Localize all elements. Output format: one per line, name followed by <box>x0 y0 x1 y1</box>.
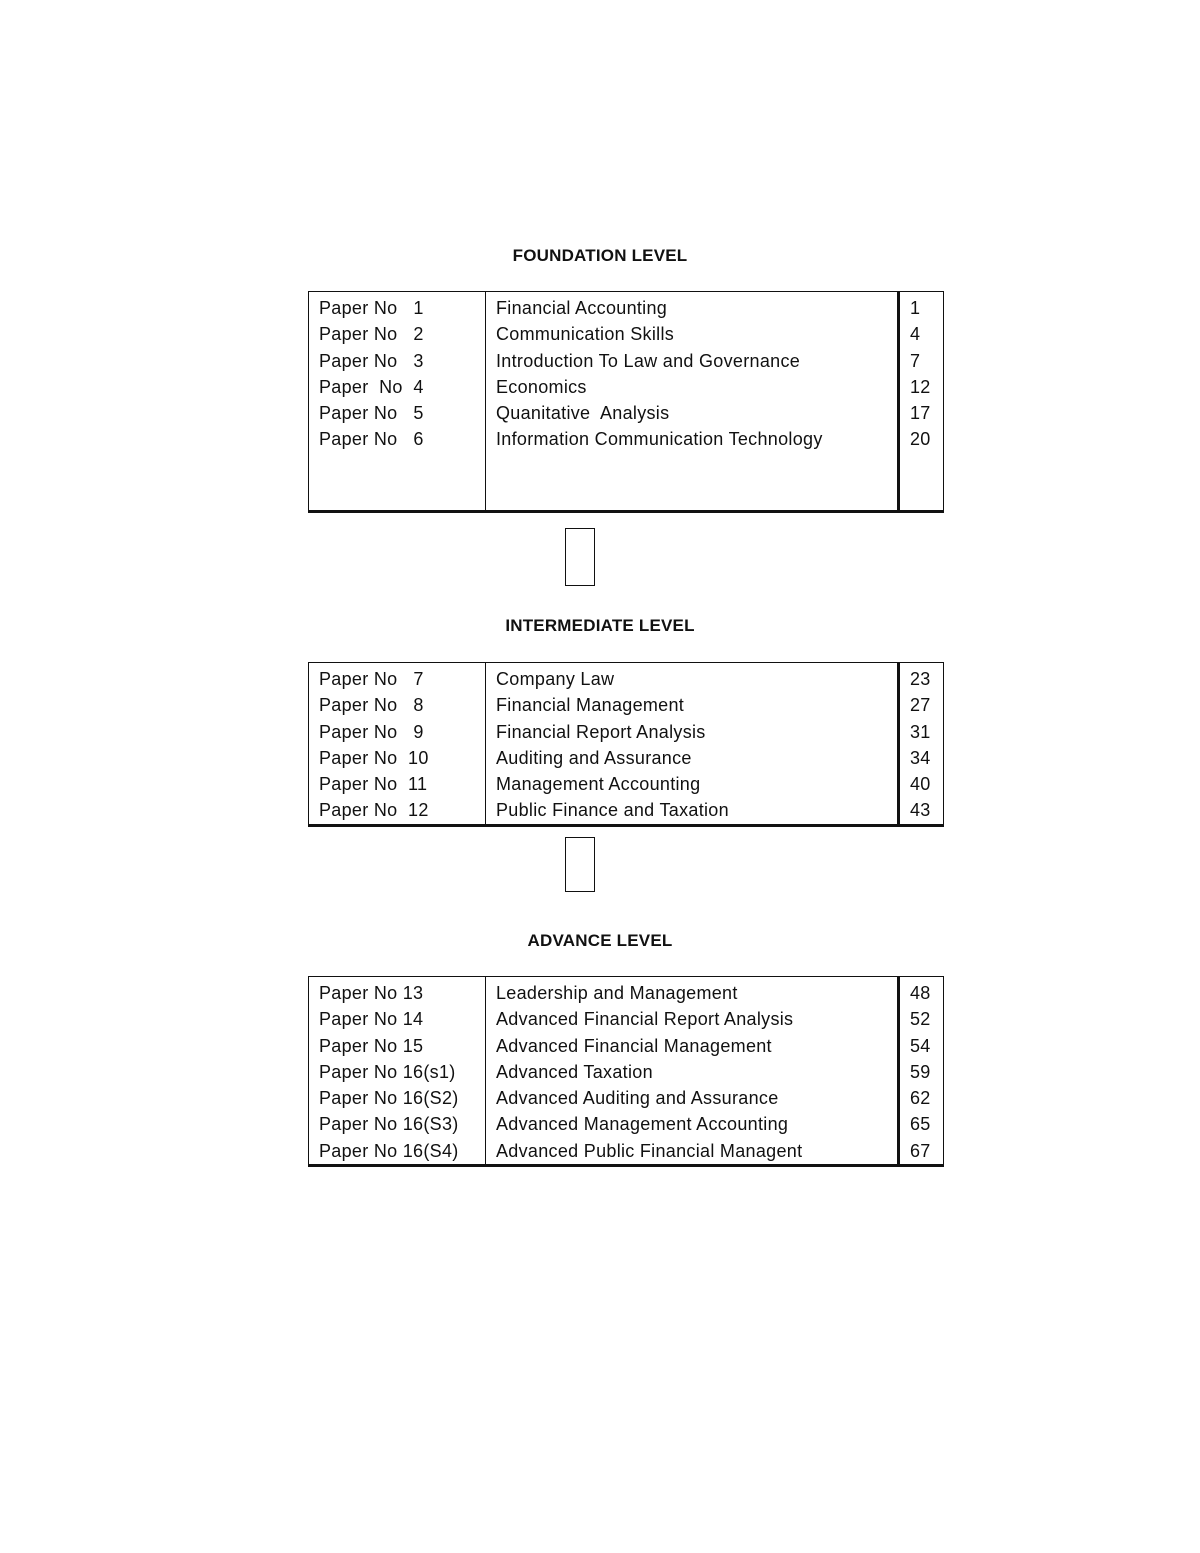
paper-number: Paper No 16(S3) <box>319 1114 459 1135</box>
level-connector-box <box>565 528 595 586</box>
page-number: 17 <box>910 403 931 424</box>
page-number-column <box>900 977 943 1164</box>
paper-number: Paper No 5 <box>319 403 424 424</box>
page-number: 52 <box>910 1009 931 1030</box>
paper-number: Paper No 3 <box>319 350 424 371</box>
page-number: 27 <box>910 695 931 716</box>
page-number: 40 <box>910 774 931 795</box>
page-number: 65 <box>910 1114 931 1135</box>
paper-title: Company Law <box>496 669 615 689</box>
page-number-column <box>900 663 943 824</box>
paper-title: Advanced Taxation <box>496 1061 653 1082</box>
paper-title: Advanced Public Financial Managent <box>496 1140 803 1161</box>
paper-title: Advanced Management Accounting <box>496 1114 789 1135</box>
paper-title: Management Accounting <box>496 774 701 795</box>
paper-number: Paper No 15 <box>319 1035 424 1056</box>
paper-number: Paper No 9 <box>319 721 424 742</box>
paper-number-column <box>309 977 486 1164</box>
paper-number-column <box>309 663 486 824</box>
foundation-level-table <box>308 291 944 513</box>
paper-title-column <box>486 977 900 1164</box>
paper-number: Paper No 8 <box>319 695 424 716</box>
page-number: 34 <box>910 747 931 768</box>
paper-number: Paper No 16(s1) <box>319 1061 456 1082</box>
paper-number: Paper No 12 <box>319 800 429 821</box>
page-number: 1 <box>910 298 921 318</box>
paper-number: Paper No 6 <box>319 429 424 450</box>
paper-title: Advanced Auditing and Assurance <box>496 1088 779 1109</box>
advance-level-table <box>308 976 944 1167</box>
page-number: 20 <box>910 429 931 450</box>
paper-number: Paper No 2 <box>319 324 424 345</box>
page-number: 31 <box>910 721 931 742</box>
paper-title: Information Communication Technology <box>496 429 823 450</box>
page-number: 43 <box>910 800 931 821</box>
paper-title: Financial Accounting <box>496 298 668 318</box>
page-number: 62 <box>910 1088 931 1109</box>
foundation-level-heading: FOUNDATION LEVEL <box>512 246 688 265</box>
paper-title: Quanitative Analysis <box>496 403 670 424</box>
page-number-column <box>900 292 943 510</box>
paper-title: Advanced Financial Management <box>496 1035 772 1056</box>
page-number: 23 <box>910 669 931 689</box>
paper-title: Financial Report Analysis <box>496 721 706 742</box>
paper-number: Paper No 16(S4) <box>319 1140 459 1161</box>
level-connector-box <box>565 837 595 892</box>
paper-number: Paper No 7 <box>319 669 424 689</box>
page-number: 4 <box>910 324 921 345</box>
page-number: 48 <box>910 983 931 1003</box>
paper-title: Public Finance and Taxation <box>496 800 729 821</box>
intermediate-level-heading: INTERMEDIATE LEVEL <box>505 616 695 635</box>
paper-title-column <box>486 663 900 824</box>
paper-number: Paper No 4 <box>319 376 424 397</box>
paper-number: Paper No 10 <box>319 747 429 768</box>
page-number: 54 <box>910 1035 931 1056</box>
paper-title-column <box>486 292 900 510</box>
paper-number: Paper No 11 <box>319 774 428 795</box>
paper-title: Auditing and Assurance <box>496 747 692 768</box>
page-number: 12 <box>910 376 931 397</box>
page-number: 67 <box>910 1140 931 1161</box>
paper-title: Advanced Financial Report Analysis <box>496 1009 794 1030</box>
paper-number: Paper No 13 <box>319 983 424 1003</box>
paper-number-column <box>309 292 486 510</box>
intermediate-level-table <box>308 662 944 827</box>
advance-level-heading: ADVANCE LEVEL <box>527 931 673 950</box>
page-number: 59 <box>910 1061 931 1082</box>
paper-title: Financial Management <box>496 695 685 716</box>
paper-title: Communication Skills <box>496 324 675 345</box>
paper-title: Introduction To Law and Governance <box>496 350 801 371</box>
paper-number: Paper No 1 <box>319 298 424 318</box>
page-number: 7 <box>910 350 921 371</box>
paper-title: Economics <box>496 376 587 397</box>
paper-title: Leadership and Management <box>496 983 738 1003</box>
paper-number: Paper No 14 <box>319 1009 424 1030</box>
paper-number: Paper No 16(S2) <box>319 1088 459 1109</box>
